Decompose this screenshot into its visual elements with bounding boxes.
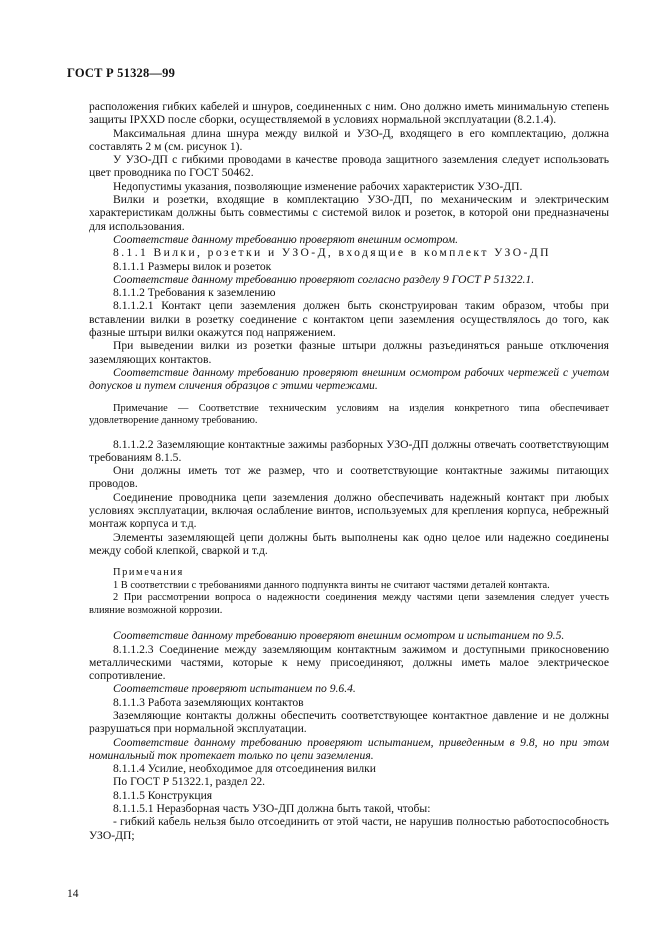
paragraph: Вилки и розетки, входящие в комплектацию УЗО-ДП, по механическим и электрическим характеристикам должны быть совместимы с системой вилок и розеток, в которой они предназначены для использования. [89,193,609,233]
compliance-note: Соответствие данному требованию проверяют внешним осмотром. [113,232,459,246]
compliance-note: Соответствие данному требованию проверяют внешним осмотром и испытанием по 9.5. [113,629,565,643]
paragraph: При выведении вилки из розетки фазные штыри должны разъединяться раньше отключения заземляющих контактов. [89,339,609,366]
document-body [89,100,609,842]
list-item: - гибкий кабель нельзя было отсоединить от этой части, не нарушив полностью работоспособность УЗО-ДП; [89,815,609,842]
paragraph: Они должны иметь тот же размер, что и соответствующие контактные зажимы питающих проводов. [89,464,609,491]
paragraph: 8.1.1.2.2 Заземляющие контактные зажимы разборных УЗО-ДП должны отвечать соответствующим требованиям 8.1.5. [89,437,609,464]
page-header: ГОСТ Р 51328—99 [67,66,176,80]
compliance-note: Соответствие данному требованию проверяют испытанием, приведенным в 9.8, но при этом номинальный ток протекает только по цепи заземления. [89,735,609,762]
note: Примечание — Соответствие техническим условиям на изделия конкретного типа обеспечивает удовлетворение данному требованию. [89,402,609,427]
subsection-heading: 8.1.1.2 Требования к заземлению [113,286,276,300]
section-heading: 8.1.1 Вилки, розетки и УЗО-Д, входящие в комплект УЗО-ДП [113,246,551,260]
paragraph: 8.1.1.2.3 Соединение между заземляющим контактным зажимом и доступными прикосновению металлическими частями, которые к нему присоединяют, должны иметь малое электрическое сопротивление. [89,642,609,683]
paragraph: У УЗО-ДП с гибкими проводами в качестве провода защитного заземления следует использовать цвет проводника по ГОСТ 50462. [89,153,609,180]
paragraph: По ГОСТ Р 51322.1, раздел 22. [113,775,266,789]
compliance-note: Соответствие проверяют испытанием по 9.6.4. [113,682,356,696]
paragraph: Максимальная длина шнура между вилкой и УЗО-Д, входящего в его комплектацию, должна составлять 2 м (см. рисунок 1). [89,126,609,153]
paragraph: 8.1.1.2.1 Контакт цепи заземления должен быть сконструирован таким образом, чтобы при вставлении вилки в розетку соединение с контактом цепи заземления осуществлялось до того, как фазные штыри вилки окажутся под напряжением. [89,299,609,340]
note: 2 При рассмотрении вопроса о надежности соединения между частями цепи заземления следует учесть влияние возможной коррозии. [89,592,609,616]
paragraph: 8.1.1.5.1 Неразборная часть УЗО-ДП должна быть такой, чтобы: [113,802,431,816]
subsection-heading: 8.1.1.3 Работа заземляющих контактов [113,695,304,709]
compliance-note: Соответствие данному требованию проверяют внешним осмотром рабочих чертежей с учетом допусков и путем сличения образцов с этими чертежами. [89,365,609,393]
note: 1 В соответствии с требованиями данного подпункта винты не считают частями деталей контакта. [113,579,550,591]
paragraph: Элементы заземляющей цепи должны быть выполнены как одно целое или надежно соединены между собой клепкой, сваркой и т.д. [89,530,609,557]
page-number: 14 [67,888,79,900]
paragraph: расположения гибких кабелей и шнуров, соединенных с ним. Оно должно иметь минимальную степень защиты IPXXD после сборки, осуществляемой в условиях нормальной эксплуатации (8.2.1.4). [89,100,609,127]
subsection-heading: 8.1.1.5 Конструкция [113,788,213,802]
paragraph: Заземляющие контакты должны обеспечить соответствующее контактное давление и не должны разрушаться при нормальной эксплуатации. [89,708,609,736]
compliance-note: Соответствие данному требованию проверяют согласно разделу 9 ГОСТ Р 51322.1. [113,272,535,286]
subsection-heading: 8.1.1.1 Размеры вилок и розеток [113,259,272,273]
paragraph: Соединение проводника цепи заземления должно обеспечивать надежный контакт при любых условиях эксплуатации, включая ослабление винтов, используемых для крепления корпуса, небрежный монтаж корпуса и т.д. [89,490,609,531]
subsection-heading: 8.1.1.4 Усилие, необходимое для отсоединения вилки [113,762,376,776]
paragraph: Недопустимы указания, позволяющие изменение рабочих характеристик УЗО-ДП. [113,179,523,193]
notes-heading: Примечания [113,567,184,579]
